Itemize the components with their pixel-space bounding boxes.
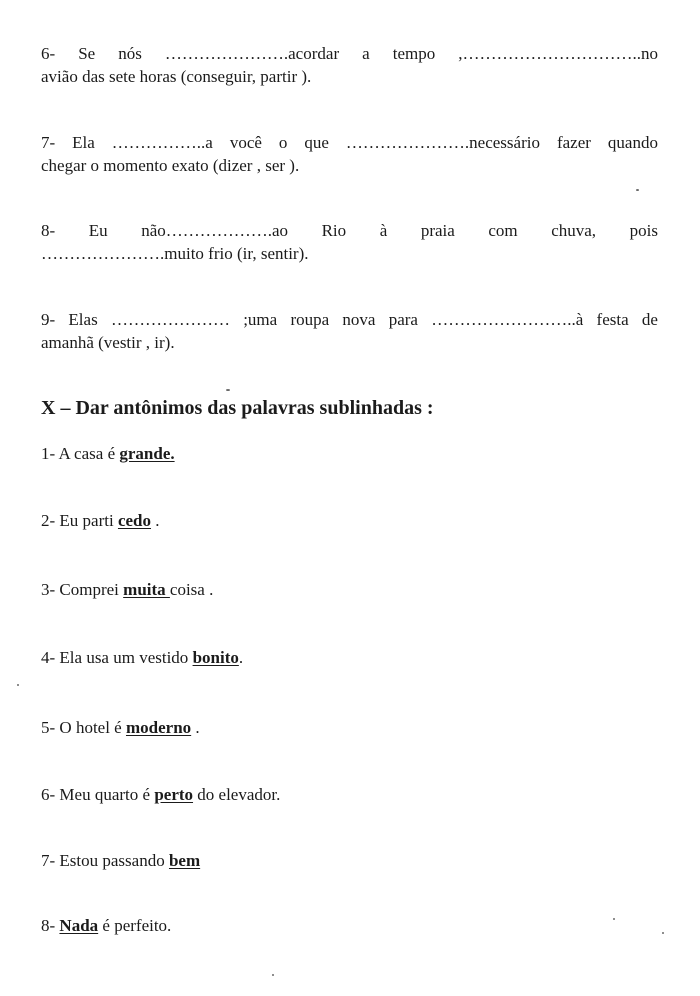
word: Elas <box>68 310 98 329</box>
underlined-word: perto <box>154 785 194 804</box>
exercise-line <box>41 154 658 177</box>
underlined-word: bonito <box>192 648 239 667</box>
underlined-word: bem <box>168 851 201 870</box>
scan-speck <box>613 918 615 920</box>
exercise-9 <box>41 308 658 354</box>
blank-word: ………………….necessário <box>345 133 540 152</box>
word: 8- <box>41 221 56 240</box>
word: praia <box>420 221 455 240</box>
word: que <box>304 133 329 152</box>
word: a <box>362 44 370 63</box>
blank-word: ………………… <box>110 310 230 329</box>
word: 6- <box>41 44 56 63</box>
scan-speck <box>17 684 19 686</box>
word: com <box>488 221 518 240</box>
word: Eu <box>88 221 108 240</box>
word: 7- <box>41 133 56 152</box>
word: avião das sete horas (conseguir, partir ). <box>41 67 312 86</box>
section-heading: X – Dar antônimos das palavras sublinhadas : <box>41 397 434 419</box>
word: para <box>388 310 418 329</box>
word: festa <box>596 310 629 329</box>
antonym-item-2: 2- Eu parti cedo . <box>41 511 160 530</box>
word: tempo <box>392 44 436 63</box>
word: nós <box>118 44 142 63</box>
blank-word: ,…………………………..no <box>458 44 658 63</box>
scan-speck <box>226 389 230 391</box>
antonym-item-8: 8- Nada é perfeito. <box>41 916 172 935</box>
blank-word: ……………………..à <box>431 310 584 329</box>
word: Ela <box>72 133 95 152</box>
word: à <box>379 221 388 240</box>
word: o <box>278 133 288 152</box>
word: Se <box>78 44 96 63</box>
word: fazer <box>556 133 591 152</box>
word: ………………….muito frio (ir, sentir). <box>41 244 309 263</box>
antonym-item-1: 1- A casa é grande. <box>41 444 175 463</box>
underlined-word: grande. <box>119 444 175 463</box>
exercise-6 <box>41 42 658 88</box>
antonym-item-6: 6- Meu quarto é perto do elevador. <box>41 785 281 804</box>
exercise-line <box>41 308 658 331</box>
scan-speck <box>272 974 274 976</box>
underlined-word: Nada <box>59 916 99 935</box>
word: quando <box>607 133 658 152</box>
exercise-line <box>41 219 658 242</box>
word: roupa <box>290 310 330 329</box>
blank-word: ………………….acordar <box>164 44 340 63</box>
word: amanhã (vestir , ir). <box>41 333 175 352</box>
antonym-item-3: 3- Comprei muita coisa . <box>41 580 214 599</box>
antonym-item-5: 5- O hotel é moderno . <box>41 718 200 737</box>
scan-speck <box>636 189 639 191</box>
underlined-word: muita <box>123 580 170 599</box>
word: nova <box>342 310 376 329</box>
word: chegar o momento exato (dizer , ser ). <box>41 156 300 175</box>
scan-speck <box>662 932 664 934</box>
word: de <box>641 310 658 329</box>
word: Rio <box>321 221 347 240</box>
exercise-line <box>41 42 658 65</box>
word: 9- <box>41 310 56 329</box>
exercise-8 <box>41 219 658 265</box>
antonym-item-7: 7- Estou passando bem <box>41 851 201 870</box>
underlined-word: cedo <box>117 511 151 530</box>
blank-word: ……………..a <box>111 133 213 152</box>
word: você <box>229 133 262 152</box>
exercise-line <box>41 65 658 88</box>
antonym-item-4: 4- Ela usa um vestido bonito. <box>41 648 244 667</box>
blank-word: não……………….ao <box>141 221 289 240</box>
exercise-line <box>41 131 658 154</box>
exercise-line <box>41 242 658 265</box>
exercise-line <box>41 331 658 354</box>
word: ;uma <box>243 310 278 329</box>
word: chuva, <box>551 221 597 240</box>
underlined-word: moderno <box>125 718 192 737</box>
word: pois <box>629 221 658 240</box>
exercise-7 <box>41 131 658 177</box>
